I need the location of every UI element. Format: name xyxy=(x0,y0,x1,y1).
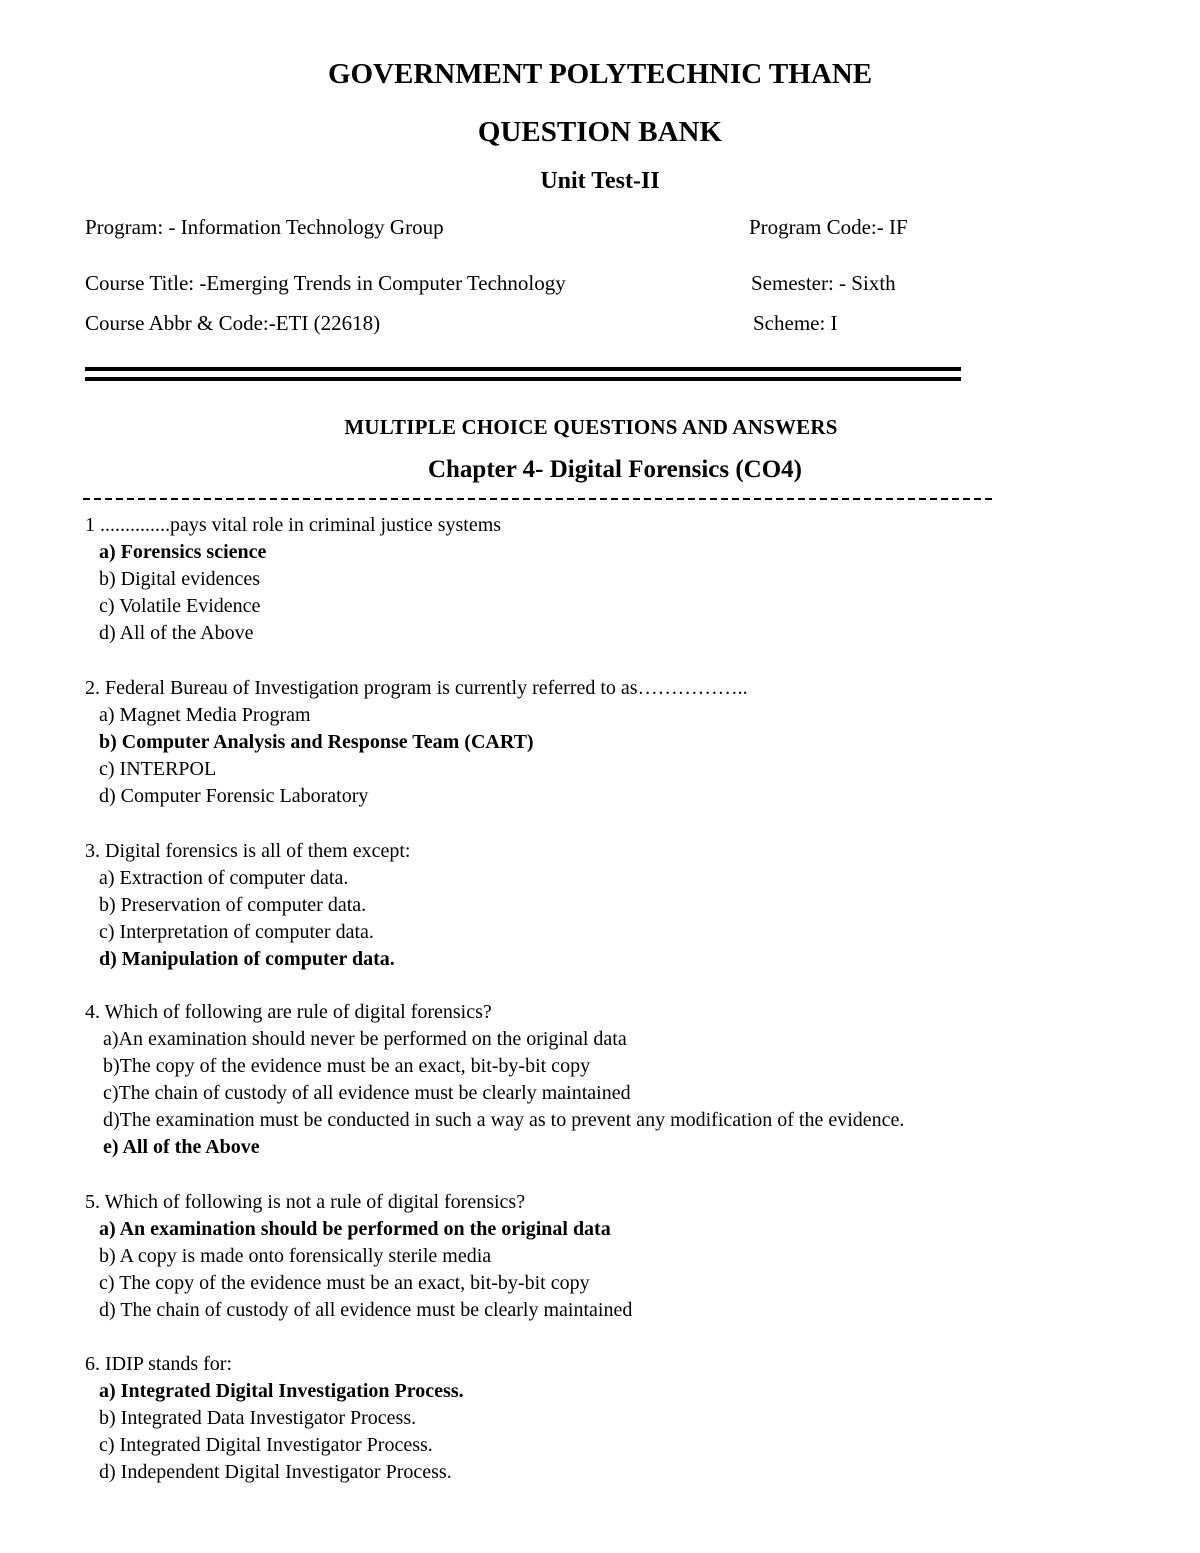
header-divider-top xyxy=(85,367,961,371)
option-text: Volatile Evidence xyxy=(119,595,261,617)
question-text: 1 ..............pays vital role in criminal justice systems xyxy=(85,514,502,536)
option-label: b) xyxy=(99,1245,116,1267)
option-c xyxy=(85,1080,904,1107)
option-label: d) xyxy=(99,785,116,807)
chapter-divider xyxy=(83,498,993,500)
semester: Semester: - Sixth xyxy=(751,271,896,295)
option-c xyxy=(85,1270,632,1297)
header-divider-bottom xyxy=(85,377,961,381)
option-a xyxy=(85,865,410,892)
option-label: d) xyxy=(99,948,117,970)
option-text: The chain of custody of all evidence must be clearly maintained xyxy=(120,1299,633,1321)
option-label: d) xyxy=(99,622,116,644)
option-label: b) xyxy=(99,894,116,916)
option-label: c) xyxy=(99,1434,115,1456)
option-label: c) xyxy=(103,1082,119,1104)
option-text: Integrated Digital Investigation Process. xyxy=(120,1380,464,1402)
option-text: Preservation of computer data. xyxy=(120,894,367,916)
option-label: a) xyxy=(99,1380,116,1402)
option-text: Extraction of computer data. xyxy=(119,867,349,889)
option-text: Integrated Digital Investigator Process. xyxy=(119,1434,433,1456)
question-3 xyxy=(85,838,410,973)
option-text: The copy of the evidence must be an exact, bit-by-bit copy xyxy=(119,1055,591,1077)
option-label: c) xyxy=(99,595,115,617)
option-label: a) xyxy=(103,1028,119,1050)
option-label: c) xyxy=(99,758,115,780)
option-d xyxy=(85,620,501,647)
option-d xyxy=(85,1459,464,1486)
institute-title: GOVERNMENT POLYTECHNIC THANE xyxy=(327,58,873,90)
option-label: a) xyxy=(99,1218,116,1240)
option-label: b) xyxy=(99,568,116,590)
option-a xyxy=(85,539,501,566)
option-label: b) xyxy=(103,1055,120,1077)
option-label: e) xyxy=(103,1136,119,1158)
option-a xyxy=(85,1026,904,1053)
option-label: a) xyxy=(99,867,115,889)
option-label: c) xyxy=(99,921,115,943)
test-name: Unit Test-II xyxy=(540,168,660,194)
option-text: The copy of the evidence must be an exact, bit-by-bit copy xyxy=(119,1272,590,1294)
option-text: INTERPOL xyxy=(119,758,217,780)
program-label: Program: - Information Technology Group xyxy=(85,215,444,239)
option-label: b) xyxy=(99,731,117,753)
question-text: 2. Federal Bureau of Investigation program is currently referred to as…………….. xyxy=(85,677,748,699)
option-a xyxy=(85,702,748,729)
option-text: An examination should be performed on the original data xyxy=(119,1218,611,1240)
option-label: a) xyxy=(99,704,115,726)
option-text: Computer Forensic Laboratory xyxy=(120,785,369,807)
question-2 xyxy=(85,675,748,810)
option-a xyxy=(85,1216,632,1243)
option-e xyxy=(85,1134,904,1161)
option-c xyxy=(85,919,410,946)
option-text: The chain of custody of all evidence must be clearly maintained xyxy=(118,1082,631,1104)
option-b xyxy=(85,729,748,756)
option-b xyxy=(85,566,501,593)
question-text: 6. IDIP stands for: xyxy=(85,1353,233,1375)
course-title: Course Title: -Emerging Trends in Computer Technology xyxy=(85,271,566,295)
option-d xyxy=(85,1107,904,1134)
option-text: All of the Above xyxy=(122,1136,260,1158)
option-text: Integrated Data Investigator Process. xyxy=(120,1407,417,1429)
question-1 xyxy=(85,512,501,647)
option-label: b) xyxy=(99,1407,116,1429)
program-code: Program Code:- IF xyxy=(749,215,908,239)
section-heading: MULTIPLE CHOICE QUESTIONS AND ANSWERS xyxy=(344,415,838,439)
option-label: a) xyxy=(99,541,116,563)
question-5 xyxy=(85,1189,632,1324)
option-label: d) xyxy=(103,1109,120,1131)
option-text: A copy is made onto forensically sterile media xyxy=(119,1245,492,1267)
option-c xyxy=(85,756,748,783)
document-type: QUESTION BANK xyxy=(477,116,723,148)
option-d xyxy=(85,946,410,973)
option-b xyxy=(85,892,410,919)
option-label: c) xyxy=(99,1272,115,1294)
question-6 xyxy=(85,1351,464,1486)
option-text: Magnet Media Program xyxy=(119,704,311,726)
option-text: Digital evidences xyxy=(120,568,261,590)
option-b xyxy=(85,1053,904,1080)
option-text: Independent Digital Investigator Process. xyxy=(120,1461,452,1483)
option-text: Computer Analysis and Response Team (CART) xyxy=(121,731,534,753)
question-text: 4. Which of following are rule of digital forensics? xyxy=(85,1001,492,1023)
option-label: d) xyxy=(99,1461,116,1483)
option-text: All of the Above xyxy=(119,622,254,644)
option-text: The examination must be conducted in such a way as to prevent any modification of the evidence. xyxy=(119,1109,905,1131)
option-b xyxy=(85,1243,632,1270)
chapter-title: Chapter 4- Digital Forensics (CO4) xyxy=(427,456,803,483)
option-text: An examination should never be performed on the original data xyxy=(118,1028,627,1050)
question-text: 5. Which of following is not a rule of digital forensics? xyxy=(85,1191,526,1213)
option-c xyxy=(85,1432,464,1459)
option-b xyxy=(85,1405,464,1432)
option-text: Interpretation of computer data. xyxy=(119,921,374,943)
option-c xyxy=(85,593,501,620)
option-text: Forensics science xyxy=(120,541,267,563)
option-d xyxy=(85,1297,632,1324)
course-code: Course Abbr & Code:-ETI (22618) xyxy=(85,311,381,335)
question-text: 3. Digital forensics is all of them except: xyxy=(85,840,411,862)
option-a xyxy=(85,1378,464,1405)
option-label: d) xyxy=(99,1299,116,1321)
option-d xyxy=(85,783,748,810)
scheme: Scheme: I xyxy=(753,311,838,335)
question-4 xyxy=(85,999,904,1161)
option-text: Manipulation of computer data. xyxy=(121,948,395,970)
